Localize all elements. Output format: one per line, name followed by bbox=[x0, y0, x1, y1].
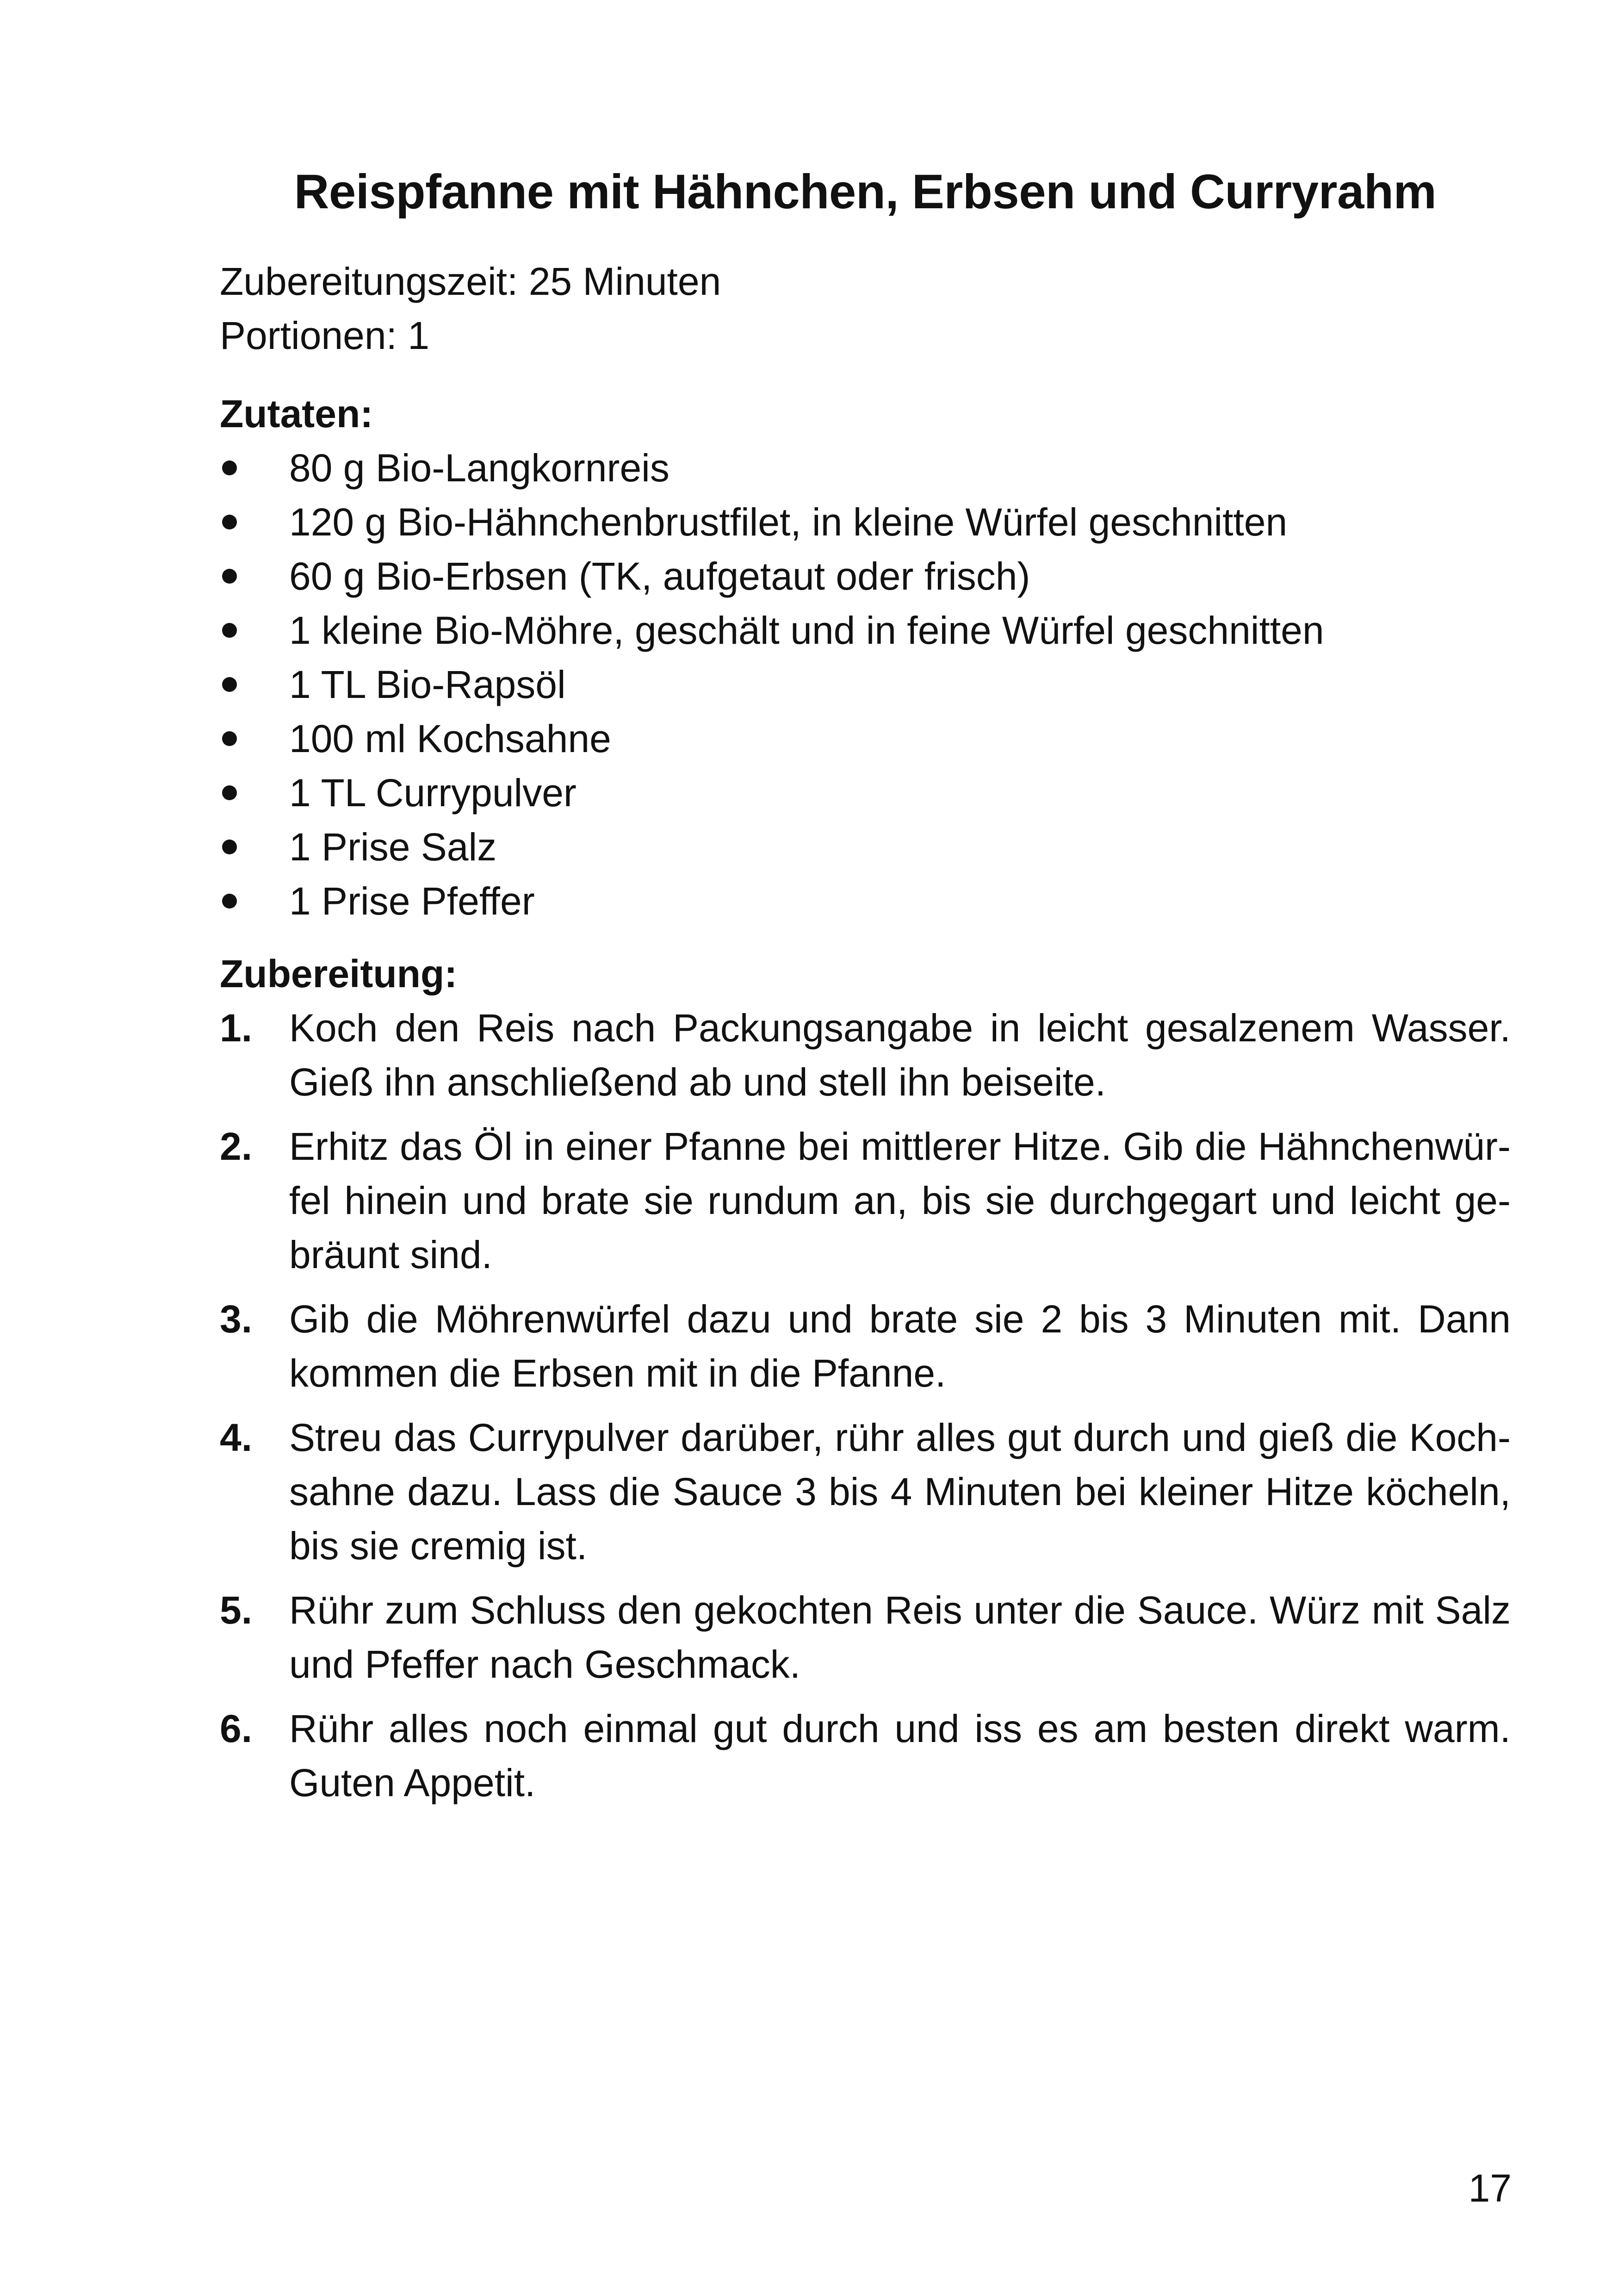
recipe-content bbox=[220, 157, 1511, 1820]
step-item bbox=[220, 1120, 1511, 1282]
step-item bbox=[220, 1583, 1511, 1692]
step-number: 3. bbox=[220, 1297, 253, 1341]
prep-time: Zubereitungszeit: 25 Minuten bbox=[220, 260, 721, 303]
ingredients-list bbox=[220, 441, 1511, 928]
step-text: Rühr zum Schluss den gekochten Reis unter die Sauce. Würz mit Salz und Pfeffer nach Geschmack. bbox=[289, 1588, 1511, 1686]
ingredient-text: 1 Prise Salz bbox=[289, 825, 497, 869]
step-item bbox=[220, 1702, 1511, 1810]
step-text: Koch den Reis nach Packungsangabe in leicht gesalzenem Wasser. Gieß ihn anschließend ab und stell ihn beiseite. bbox=[289, 1006, 1511, 1104]
step-item bbox=[220, 1411, 1511, 1573]
bullet-icon bbox=[222, 731, 237, 746]
ingredient-item bbox=[220, 712, 1511, 766]
step-text: Erhitz das Öl in einer Pfanne bei mittlerer Hitze. Gib die Hähnchenwürfel hinein und brate sie rundum an, bis sie durchgegart und leicht gebräunt sind. bbox=[289, 1125, 1511, 1276]
ingredients-heading: Zutaten: bbox=[220, 392, 373, 436]
recipe-title: Reispfanne mit Hähnchen, Erbsen und Curryrahm bbox=[294, 165, 1437, 219]
bullet-icon bbox=[222, 460, 237, 475]
preparation-heading: Zubereitung: bbox=[220, 952, 458, 996]
ingredient-text: 80 g Bio-Langkornreis bbox=[289, 446, 670, 490]
step-number: 5. bbox=[220, 1588, 253, 1632]
ingredient-item bbox=[220, 441, 1511, 495]
bullet-icon bbox=[222, 569, 237, 584]
step-text: Streu das Currypulver darüber, rühr alles gut durch und gieß die Kochsahne dazu. Lass die Sauce 3 bis 4 Minuten bei kleiner Hitze köcheln, bis sie cremig ist. bbox=[289, 1416, 1511, 1568]
ingredient-text: 1 TL Bio-Rapsöl bbox=[289, 663, 566, 706]
step-text: Gib die Möhrenwürfel dazu und brate sie 2 bis 3 Minuten mit. Dann kommen die Erbsen mit in die Pfanne. bbox=[289, 1297, 1511, 1395]
step-number: 6. bbox=[220, 1707, 253, 1750]
portions: Portionen: 1 bbox=[220, 314, 429, 357]
preparation-steps bbox=[220, 1001, 1511, 1810]
ingredient-item bbox=[220, 658, 1511, 712]
ingredient-item bbox=[220, 874, 1511, 928]
ingredient-text: 100 ml Kochsahne bbox=[289, 717, 611, 760]
bullet-icon bbox=[222, 785, 237, 800]
step-number: 2. bbox=[220, 1125, 253, 1168]
bullet-icon bbox=[222, 515, 237, 529]
page-number: 17 bbox=[1468, 2166, 1512, 2210]
ingredient-item bbox=[220, 549, 1511, 604]
ingredient-text: 1 Prise Pfeffer bbox=[289, 879, 535, 923]
ingredient-text: 1 TL Currypulver bbox=[289, 771, 577, 815]
recipe-meta bbox=[220, 255, 1511, 363]
ingredient-text: 1 kleine Bio-Möhre, geschält und in feine Würfel geschnitten bbox=[289, 609, 1324, 652]
bullet-icon bbox=[222, 840, 237, 854]
ingredient-item bbox=[220, 495, 1511, 549]
ingredient-item bbox=[220, 820, 1511, 874]
step-number: 1. bbox=[220, 1006, 253, 1050]
bullet-icon bbox=[222, 894, 237, 908]
ingredient-text: 120 g Bio-Hähnchenbrustfilet, in kleine Würfel geschnitten bbox=[289, 500, 1288, 544]
step-item bbox=[220, 1292, 1511, 1400]
step-item bbox=[220, 1001, 1511, 1109]
bullet-icon bbox=[222, 677, 237, 692]
ingredient-text: 60 g Bio-Erbsen (TK, aufgetaut oder frisch) bbox=[289, 554, 1030, 598]
ingredient-item bbox=[220, 766, 1511, 820]
step-text: Rühr alles noch einmal gut durch und iss es am besten direkt warm. Guten Appetit. bbox=[289, 1707, 1511, 1804]
step-number: 4. bbox=[220, 1416, 253, 1459]
bullet-icon bbox=[222, 623, 237, 638]
ingredient-item bbox=[220, 604, 1511, 658]
